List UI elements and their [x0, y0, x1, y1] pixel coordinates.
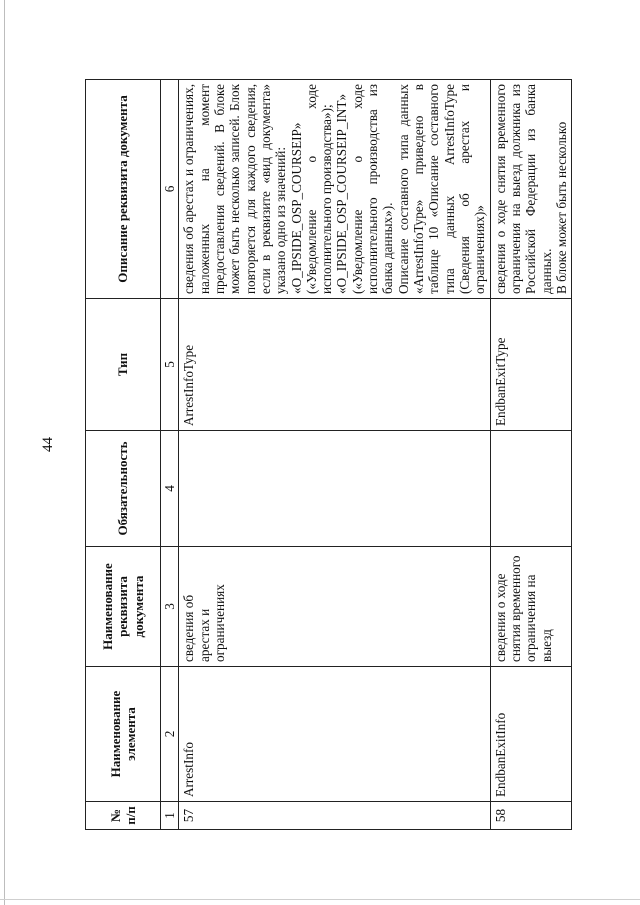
page-number: 44: [40, 437, 56, 452]
header-requisite-name: Наименование реквизита документа: [86, 547, 161, 667]
column-number: 6: [161, 80, 179, 299]
header-description: Описание реквизита документа: [86, 80, 161, 299]
rotated-table-wrapper: [85, 80, 569, 830]
table-header-row: [86, 80, 161, 830]
column-number: 5: [161, 299, 179, 431]
requisite-description: [490, 80, 572, 299]
data-type: EndbanExitType: [490, 299, 572, 431]
header-type: Тип: [86, 299, 161, 431]
row-number: 57: [179, 802, 490, 830]
scan-edge-left: [4, 0, 5, 905]
element-name: ArrestInfo: [179, 667, 490, 802]
header-num: № п/п: [86, 802, 161, 830]
data-type: ArrestInfoType: [179, 299, 490, 431]
column-numbers-row: [161, 80, 179, 830]
column-number: 1: [161, 802, 179, 830]
required-flag: [490, 431, 572, 547]
requisite-description: [179, 80, 490, 299]
header-required: Обязательность: [86, 431, 161, 547]
scan-edge-bottom: [0, 899, 640, 900]
requisites-table: [85, 79, 572, 830]
element-name: EndbanExitInfo: [490, 667, 572, 802]
row-number: 58: [490, 802, 572, 830]
column-number: 3: [161, 547, 179, 667]
table-row: [490, 80, 572, 830]
requisite-name: сведения об арестах и ограничениях: [179, 547, 490, 667]
table-row: [179, 80, 490, 830]
requisite-name: сведения о ходе снятия временного ограничения на выезд: [490, 547, 572, 667]
description-text: сведения о ходе снятия временного ограничения на выезд должника из Российской Федерации из банка данных. В блоке может быть несколько: [492, 84, 569, 294]
description-text: сведения об арестах и ограничениях, наложенных на момент предоставления сведений. В блоке может быть несколько записей. Блок повторяется для каждого сведения, если в реквизите «вид документа» указано одно из значений: «O_IPSIDE_OSP_COURSEIP» («Уведомление о ходе исполнительного производства»); «O_IPSIDE_OSP_COURSEIP_INT» («Уведомление о ходе исполнительного производства из банка данных»). Описание составного типа данных «ArrestInfoType» приведено в таблице 10 «Описание составного типа данных ArrestInfoType (Сведения об арестах и ограничениях)»: [181, 84, 488, 294]
header-element-name: Наименование элемента: [86, 667, 161, 802]
required-flag: [179, 431, 490, 547]
column-number: 4: [161, 431, 179, 547]
column-number: 2: [161, 667, 179, 802]
